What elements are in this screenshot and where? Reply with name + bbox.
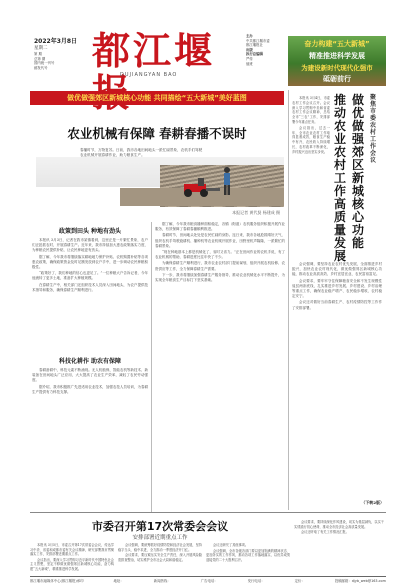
sub-story-2-body bbox=[32, 368, 148, 510]
column-divider bbox=[151, 222, 152, 512]
bottom-story-subtitle: 安排部署近期重点工作 bbox=[132, 535, 188, 541]
sponsor-line: 都江堰报社 bbox=[246, 43, 263, 48]
column-divider bbox=[288, 90, 289, 510]
footer-price: 定价： bbox=[294, 579, 305, 583]
slogan-line-3: 为建设新时代现代化强市 bbox=[301, 64, 373, 72]
sponsor-line: 值班 bbox=[246, 61, 253, 66]
slogan-line-1: 奋力构建“五大新城” bbox=[304, 40, 370, 48]
footer-address: 地址： bbox=[113, 579, 124, 583]
paragraph: 本报讯 3月4日，市委农村工作会议召开。会议深入学习贯彻中央和省委农村工作会议精神，总结全市“三农”工作，安排部署今年重点任务。 bbox=[292, 96, 330, 124]
paragraph: 会议要求，要持续深化作风建设，切实为基层减负，以实干实绩践行初心使命，推动全市经济社会高质量发展。 bbox=[294, 520, 384, 529]
footer bbox=[30, 578, 386, 585]
footer-email: 投稿邮箱：djyb_web@163.com bbox=[334, 579, 386, 583]
footer-publisher: 都江堰市融媒体中心(都江堰报)承印 bbox=[30, 579, 84, 583]
paragraph: 会议要求，要压紧压实安全生产责任，深入开展风险隐患排查整治，切实维护全市社会大局和谐稳定。 bbox=[118, 553, 202, 562]
sponsor-line: 中共都江堰市委 bbox=[246, 38, 270, 43]
continued-note: （下转2版） bbox=[361, 500, 384, 505]
sponsor-line: 主办 bbox=[246, 34, 253, 38]
headline-banner bbox=[30, 91, 284, 105]
issue-line-4: 邮发代号 bbox=[34, 65, 48, 70]
masthead bbox=[0, 0, 410, 84]
bottom-story-col-1 bbox=[30, 543, 114, 573]
right-story-title-2: 推动农业农村工作高质量发展 bbox=[334, 93, 347, 263]
sponsor-line: 执行总编辑 bbox=[246, 52, 263, 57]
footer-distribution: 发行电话： bbox=[247, 579, 265, 583]
lead-story-caption: 春播时节，万物复苏。日前，我市各地田间地头一派忙碌景象，农机手们驾驶农业机械开展春耕作业，助力粮食生产。 bbox=[80, 148, 203, 157]
paragraph: 会议还对做好当前春耕生产、农村疫情防控等工作作了安排部署。 bbox=[292, 300, 382, 310]
paragraph: 据了解，今年我市粮食播种面积稳定，各镇（街道）农机服务组织积极开展作业服务，有效保障了春耕春播顺利推进。 bbox=[155, 222, 285, 232]
right-story-body bbox=[292, 262, 382, 498]
paragraph: “政策好了，我们种地的信心也更足了。”一位种粮大户告诉记者，今年他流转了更多土地，准备扩大种植规模。 bbox=[32, 271, 148, 281]
paragraph: 据了解，今年我市将继续落实耕地地力保护补贴、农机购置补贴等各项惠农政策，确保政策资金及时足额发放到农户手中，进一步调动农民种粮积极性。 bbox=[32, 254, 148, 270]
paragraph: 会议还研究了其他事项。 bbox=[213, 543, 249, 547]
paragraph: 下一步，我市将继续加强春耕生产服务指导，推动农业机械化水平不断提升，为实现全年粮食生产目标打下坚实基础。 bbox=[155, 272, 285, 283]
sub-story-1-body bbox=[32, 238, 148, 362]
paragraph: 在春耕生产中，相关部门还组织技术人员深入田间地头，为农户提供技术指导和服务，确保春耕生产顺利进行。 bbox=[32, 282, 148, 292]
paragraph: 会议强调，要统筹抓好疫情防控和经济社会发展，坚持稳字当头、稳中求进，全力推动一季度经济开门红。 bbox=[118, 543, 202, 552]
issue-line-1: 第 期 bbox=[34, 52, 42, 56]
headline-banner-text: 做优做强郊区新城核心功能 共同描绘“五大新城”美好蓝图 bbox=[67, 94, 247, 102]
issue-date: 2022年3月8日 bbox=[34, 38, 78, 45]
paragraph: 会议指出，过去一年，全市农业农村工作取得显著成效，粮食生产稳中有升，农民收入持续增长，农村改革不断深化，乡村振兴迈出坚实步伐。 bbox=[292, 125, 330, 154]
farmer-figure bbox=[222, 166, 232, 196]
bottom-story-col-4 bbox=[294, 520, 384, 573]
right-story-kicker: 聚焦市委农村工作会议 bbox=[370, 94, 377, 164]
right-story-body-top bbox=[292, 96, 330, 256]
tractor-machine bbox=[178, 176, 222, 198]
center-story-body bbox=[155, 222, 285, 510]
sponsor-block bbox=[246, 34, 290, 66]
bottom-story-col-3 bbox=[206, 543, 290, 573]
lead-story-title: 农业机械有保障 春耕春播不误时 bbox=[67, 126, 247, 141]
section-divider bbox=[30, 512, 386, 513]
issue-line-2: 总第 期 bbox=[34, 56, 46, 61]
slogan-line-2: 精准推进科学发展 bbox=[309, 52, 365, 60]
paragraph: 春耕时节，田间地头处处是农民忙碌的身影。连日来，我市各地抢抓晴好天气，组织农机手驾驶旋耕机、播种机等农业机械开展作业，田野里机声隆隆，一派繁忙的春耕景象。 bbox=[155, 233, 285, 248]
lead-story-byline: 本报记者 黄代贤 杨建成 摄 bbox=[232, 210, 280, 215]
footer-divider bbox=[30, 576, 386, 577]
masthead-date-block bbox=[34, 38, 92, 70]
sponsor-line: 严传 bbox=[246, 56, 253, 61]
sub-story-1-title: 政策到田头 种地有劲头 bbox=[58, 228, 122, 235]
paragraph: 会议强调，全市各级各部门要以更加饱满的精神状态、更加务实的工作作风，推动各项工作落地落实，以优异成绩迎接党的二十大胜利召开。 bbox=[206, 548, 290, 562]
paragraph: 据介绍，我市积极推广先进适用农业技术，加强农技人员培训，为春耕生产提供有力科技支撑。 bbox=[32, 384, 148, 394]
newspaper-pinyin: DUJIANGYAN BAO bbox=[120, 72, 178, 78]
issue-weekday: 星期二 bbox=[34, 46, 48, 51]
bottom-story-title: 市委召开第17次常委会会议 bbox=[91, 520, 229, 533]
footer-ad-phone: 广告电话： bbox=[200, 579, 218, 583]
paragraph: “现在种地基本上都是机械化了，省时又省力。”正在田间作业的农机手说，有了农业机械的帮助，春耕进度比往年快了不少。 bbox=[155, 250, 285, 260]
bottom-story-col-2 bbox=[118, 543, 202, 573]
footer-news-phone: 新闻热线： bbox=[153, 579, 171, 583]
issue-line-3: 国内统一刊号 bbox=[34, 61, 55, 66]
paragraph: 春耕备耕中，科技元素不断涌现。无人机植保、智能农机等新技术、新装备在田间地头广泛应用，大大提高了农业生产效率，减轻了农民劳动强度。 bbox=[32, 368, 148, 383]
sponsor-line: 出版 bbox=[246, 47, 253, 52]
paragraph: 会议要求，要牢牢守住保障粮食安全和不发生规模性返贫两条底线，扎实推进乡村发展、乡村建设、乡村治理等重点工作，确保农业稳产增产、农民稳步增收、农村稳定安宁。 bbox=[292, 278, 382, 299]
slogan-line-4: 砥砺前行 bbox=[323, 75, 351, 83]
sub-story-2-title: 科技化耕作 助农有保障 bbox=[58, 358, 122, 365]
paragraph: 本报讯 3月5日，市委召开第17次常委会会议，传达学习中央、省委和成都市委有关会议精神，研究部署我市贯彻落实工作，安排部署近期重点工作。 bbox=[30, 543, 114, 557]
paragraph: 本报讯 3月3日，记者在我市某镇看到，这里正是一片繁忙景象，农户们正抢抓农时，开展春耕生产。近年来，我市持续加大惠农政策落实力度，为种粮农民提供补贴，让农民种地更有劲头。 bbox=[32, 238, 148, 253]
slogan-banner bbox=[288, 36, 386, 86]
paragraph: 为确保春耕生产顺利进行，我市农业农村部门提前谋划，组织开展农机检修、农资供应等工作，全力保障春耕生产需要。 bbox=[155, 261, 285, 271]
paragraph: 会议还听取了有关工作情况汇报。 bbox=[301, 530, 349, 535]
paragraph: 会议指出，要深入学习贯彻习近平新时代中国特色社会主义思想，坚定不移做优做强郊区新城核心功能，奋力构建“五大新城”，精准推进科学发展。 bbox=[30, 557, 114, 571]
right-story-title-1: 做优做强郊区新城核心功能 bbox=[352, 93, 365, 250]
newspaper-title: 都江堰 bbox=[92, 28, 216, 73]
paragraph: 会议强调，要坚持农业农村优先发展，全面推进乡村振兴，加快农业农村现代化，做优做强郊区新城核心功能，推动农业高质高效、乡村宜居宜业、农民富裕富足。 bbox=[292, 262, 382, 277]
